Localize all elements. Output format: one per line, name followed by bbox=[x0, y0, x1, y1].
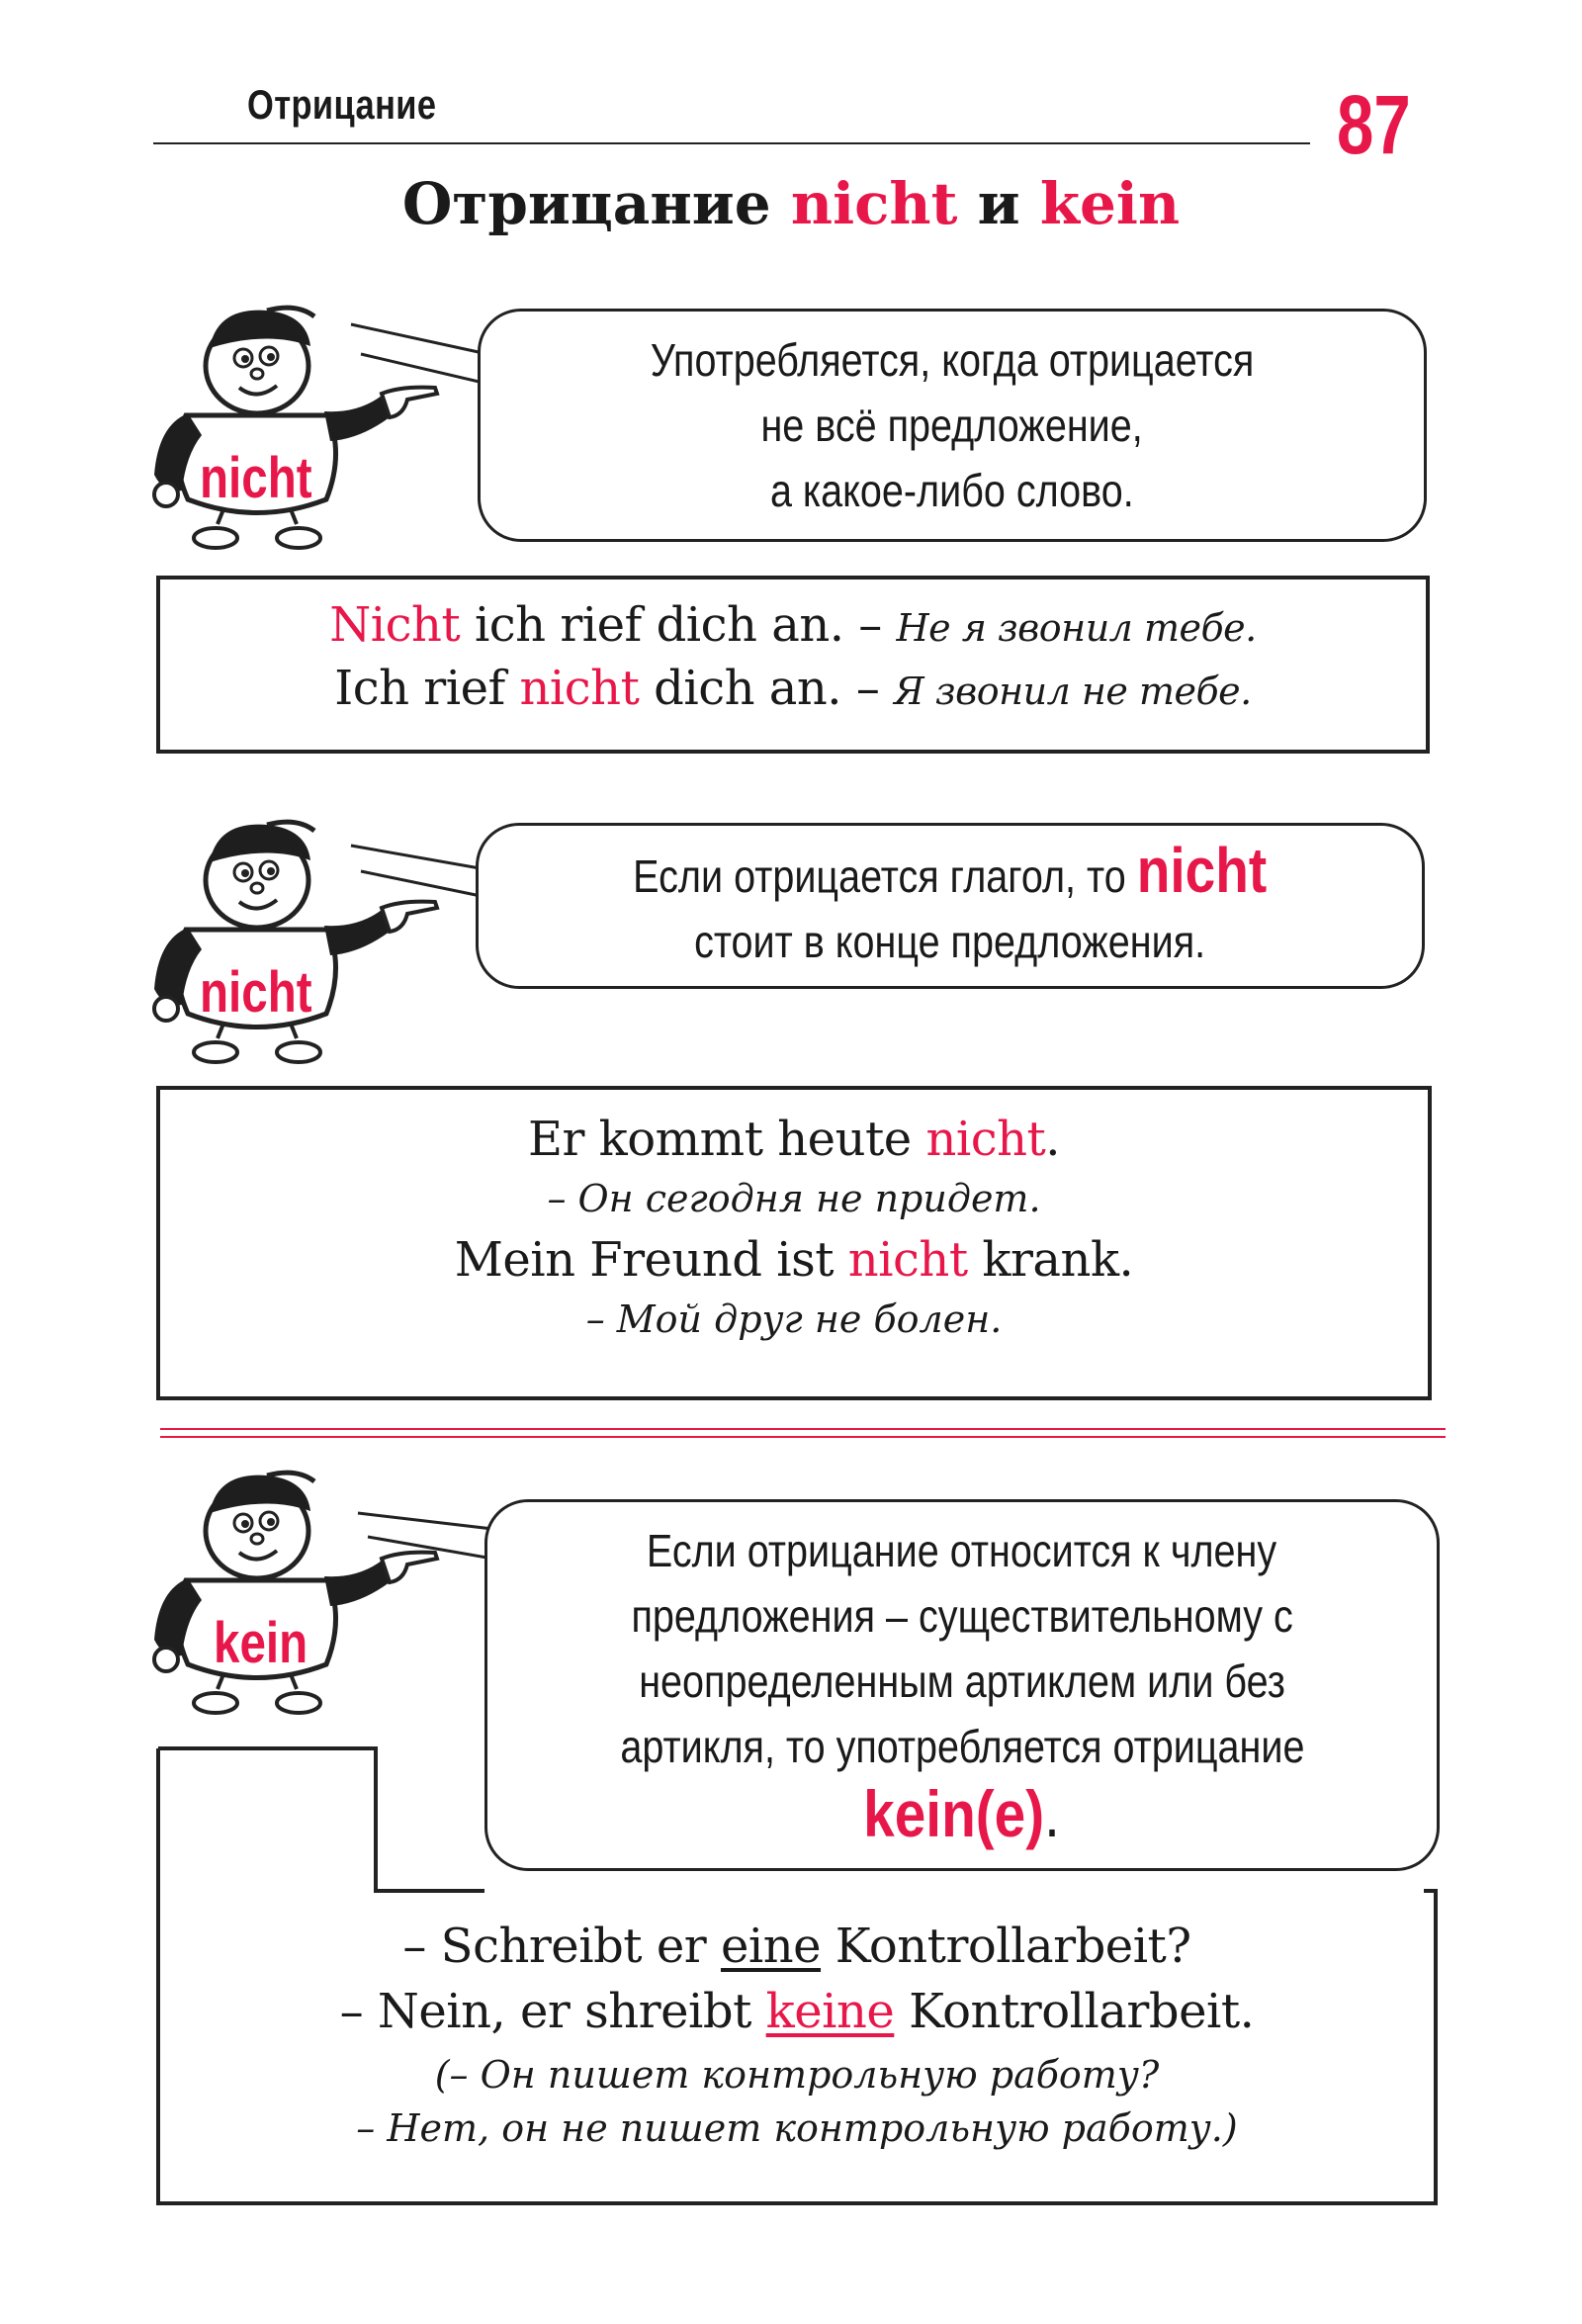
highlight-word: kein(e) bbox=[863, 1776, 1045, 1850]
example-box-2 bbox=[156, 1086, 1432, 1400]
rule-bubble-2 bbox=[476, 823, 1425, 989]
title-conj: и bbox=[977, 170, 1020, 237]
mascot-label: kein bbox=[214, 1611, 308, 1675]
example-line bbox=[160, 1112, 1428, 1167]
example-text: krank. bbox=[967, 1232, 1134, 1288]
example-text: – Schreibt er bbox=[402, 1919, 721, 1974]
example-box-1 bbox=[156, 576, 1430, 754]
title-kein: kein bbox=[1039, 170, 1181, 237]
example-text: Ich rief bbox=[334, 661, 520, 716]
example-translation: (– Он пишет контрольную работу? bbox=[434, 2053, 1160, 2097]
page-number: 87 bbox=[1337, 78, 1411, 171]
example-text: – Nein, er shreibt bbox=[339, 1984, 766, 2039]
title-nicht: nicht bbox=[790, 170, 958, 237]
page-title bbox=[0, 170, 1582, 237]
highlight-word: nicht bbox=[925, 1112, 1046, 1167]
example-text: Mein Freund ist bbox=[454, 1232, 848, 1288]
running-head: Отрицание bbox=[247, 81, 437, 128]
highlight-word: nicht bbox=[1137, 835, 1268, 906]
example-line bbox=[160, 597, 1426, 653]
highlight-word: nicht bbox=[519, 661, 640, 716]
mascot-label: nicht bbox=[200, 960, 312, 1025]
bubble-line: не всё предложение, bbox=[760, 400, 1144, 451]
bubble-text: . bbox=[1044, 1776, 1061, 1850]
example-line bbox=[160, 1232, 1428, 1288]
example-line bbox=[160, 661, 1426, 716]
example-translation: Я звонил не тебе. bbox=[894, 670, 1252, 713]
rule-bubble-3 bbox=[484, 1499, 1440, 1871]
highlight-word: keine bbox=[765, 1984, 895, 2039]
bubble-line: неопределенным артиклем или без bbox=[639, 1654, 1285, 1707]
bubble-line: а какое-либо слово. bbox=[770, 465, 1134, 516]
example-block-3 bbox=[162, 1919, 1432, 2150]
bubble-line bbox=[863, 1776, 1061, 1853]
example-line bbox=[162, 1919, 1432, 1974]
bubble-line: Если отрицание относится к члену bbox=[647, 1524, 1277, 1576]
section-divider bbox=[160, 1436, 1446, 1438]
example-text: Er kommt heute bbox=[527, 1112, 926, 1167]
bubble-line bbox=[633, 835, 1268, 909]
bubble-line: Употребляется, когда отрицается bbox=[650, 334, 1255, 386]
speech-tail bbox=[351, 836, 489, 925]
example-text: Kontrollarbeit? bbox=[821, 1919, 1191, 1974]
speech-tail bbox=[358, 1503, 496, 1592]
example-line bbox=[162, 1984, 1432, 2039]
bubble-text: Если отрицается глагол, то bbox=[633, 850, 1127, 902]
example-translation: – Мой друг не болен. bbox=[585, 1297, 1003, 1341]
speech-tail bbox=[351, 314, 489, 403]
example-text: dich an. – bbox=[639, 661, 895, 716]
bubble-line: предложения – существительному с bbox=[631, 1589, 1293, 1642]
bubble-line: артикля, то употребляется отрицание bbox=[619, 1720, 1305, 1772]
underlined-word: eine bbox=[720, 1919, 822, 1974]
section-divider bbox=[160, 1428, 1446, 1430]
rule-bubble-1 bbox=[478, 309, 1427, 542]
highlight-word: nicht bbox=[847, 1232, 968, 1288]
highlight-word: Nicht bbox=[329, 597, 461, 653]
example-text: ich rief dich an. – bbox=[460, 597, 897, 653]
header-rule bbox=[153, 142, 1310, 144]
mascot-label: nicht bbox=[200, 446, 312, 510]
example-text: . bbox=[1045, 1112, 1061, 1167]
example-text: Kontrollarbeit. bbox=[894, 1984, 1255, 2039]
example-translation: Не я звонил тебе. bbox=[896, 606, 1257, 650]
bubble-line: стоит в конце предложения. bbox=[694, 916, 1206, 967]
example-translation: – Нет, он не пишет контрольную работу.) bbox=[356, 2106, 1238, 2150]
example-translation: – Он сегодня не придет. bbox=[547, 1177, 1041, 1220]
title-prefix: Отрицание bbox=[401, 170, 771, 237]
